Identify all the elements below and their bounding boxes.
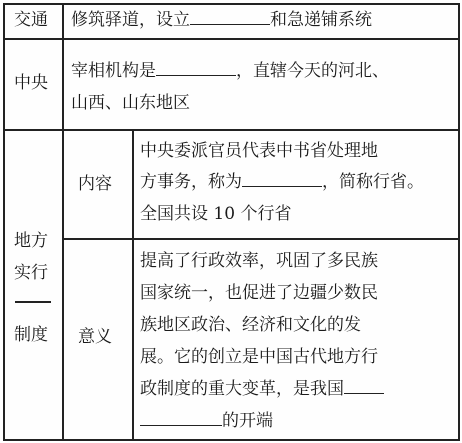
yiyi-line6 xyxy=(140,407,273,436)
jiaotong-text-after: 和急递铺系统 xyxy=(270,10,372,30)
row-label-zhongyang: 中央 xyxy=(14,73,48,93)
yiyi-line3: 族地区政治、经济和文化的发 xyxy=(140,315,361,335)
yiyi-line1: 提高了行政效率，巩固了多民族 xyxy=(140,251,378,271)
column-divider-2 xyxy=(132,129,134,439)
fill-blank-4a xyxy=(344,379,384,394)
neirong-line2 xyxy=(140,168,424,197)
row-divider-1 xyxy=(5,38,458,40)
zhongyang-line1-before: 宰相机构是 xyxy=(71,61,156,81)
neirong-line1: 中央委派官员代表中书省处理地 xyxy=(140,141,378,161)
row-label-jiaotong: 交通 xyxy=(14,10,48,30)
zhongyang-line1-after: ，直辖今天的河北、 xyxy=(236,61,389,81)
fill-blank-4b xyxy=(140,411,222,426)
yiyi-line4: 展。它的创立是中国古代地方行 xyxy=(140,347,378,367)
neirong-line2-before: 方事务，称为 xyxy=(140,172,242,192)
sub-label-yiyi: 意义 xyxy=(78,327,112,347)
row-content-jiaotong xyxy=(71,6,372,35)
row-divider-3 xyxy=(62,238,458,240)
row-label-difang-2: 实行 xyxy=(14,263,48,283)
row-label-difang-3: 制度 xyxy=(14,325,48,345)
fill-blank-3 xyxy=(242,172,322,187)
row-divider-2 xyxy=(5,129,458,131)
yiyi-line5-before: 政制度的重大变革，是我国 xyxy=(140,379,344,399)
label-blank-line xyxy=(15,301,51,303)
neirong-line2-after: ，简称行省。 xyxy=(322,172,424,192)
row-label-difang-1: 地方 xyxy=(14,231,48,251)
yiyi-line2: 国家统一，也促进了边疆少数民 xyxy=(140,283,378,303)
row-content-zhongyang-line1 xyxy=(71,57,389,86)
yiyi-line6-after: 的开端 xyxy=(222,411,273,431)
neirong-line3: 全国共设 10 个行省 xyxy=(140,204,292,224)
sub-label-neirong: 内容 xyxy=(78,174,112,194)
fill-blank-2 xyxy=(156,61,236,76)
row-content-zhongyang-line2: 山西、山东地区 xyxy=(71,93,190,113)
column-divider-1 xyxy=(62,5,64,439)
fill-blank-1 xyxy=(190,10,270,25)
history-table xyxy=(3,3,460,441)
yiyi-line5 xyxy=(140,375,384,404)
jiaotong-text-before: 修筑驿道，设立 xyxy=(71,10,190,30)
